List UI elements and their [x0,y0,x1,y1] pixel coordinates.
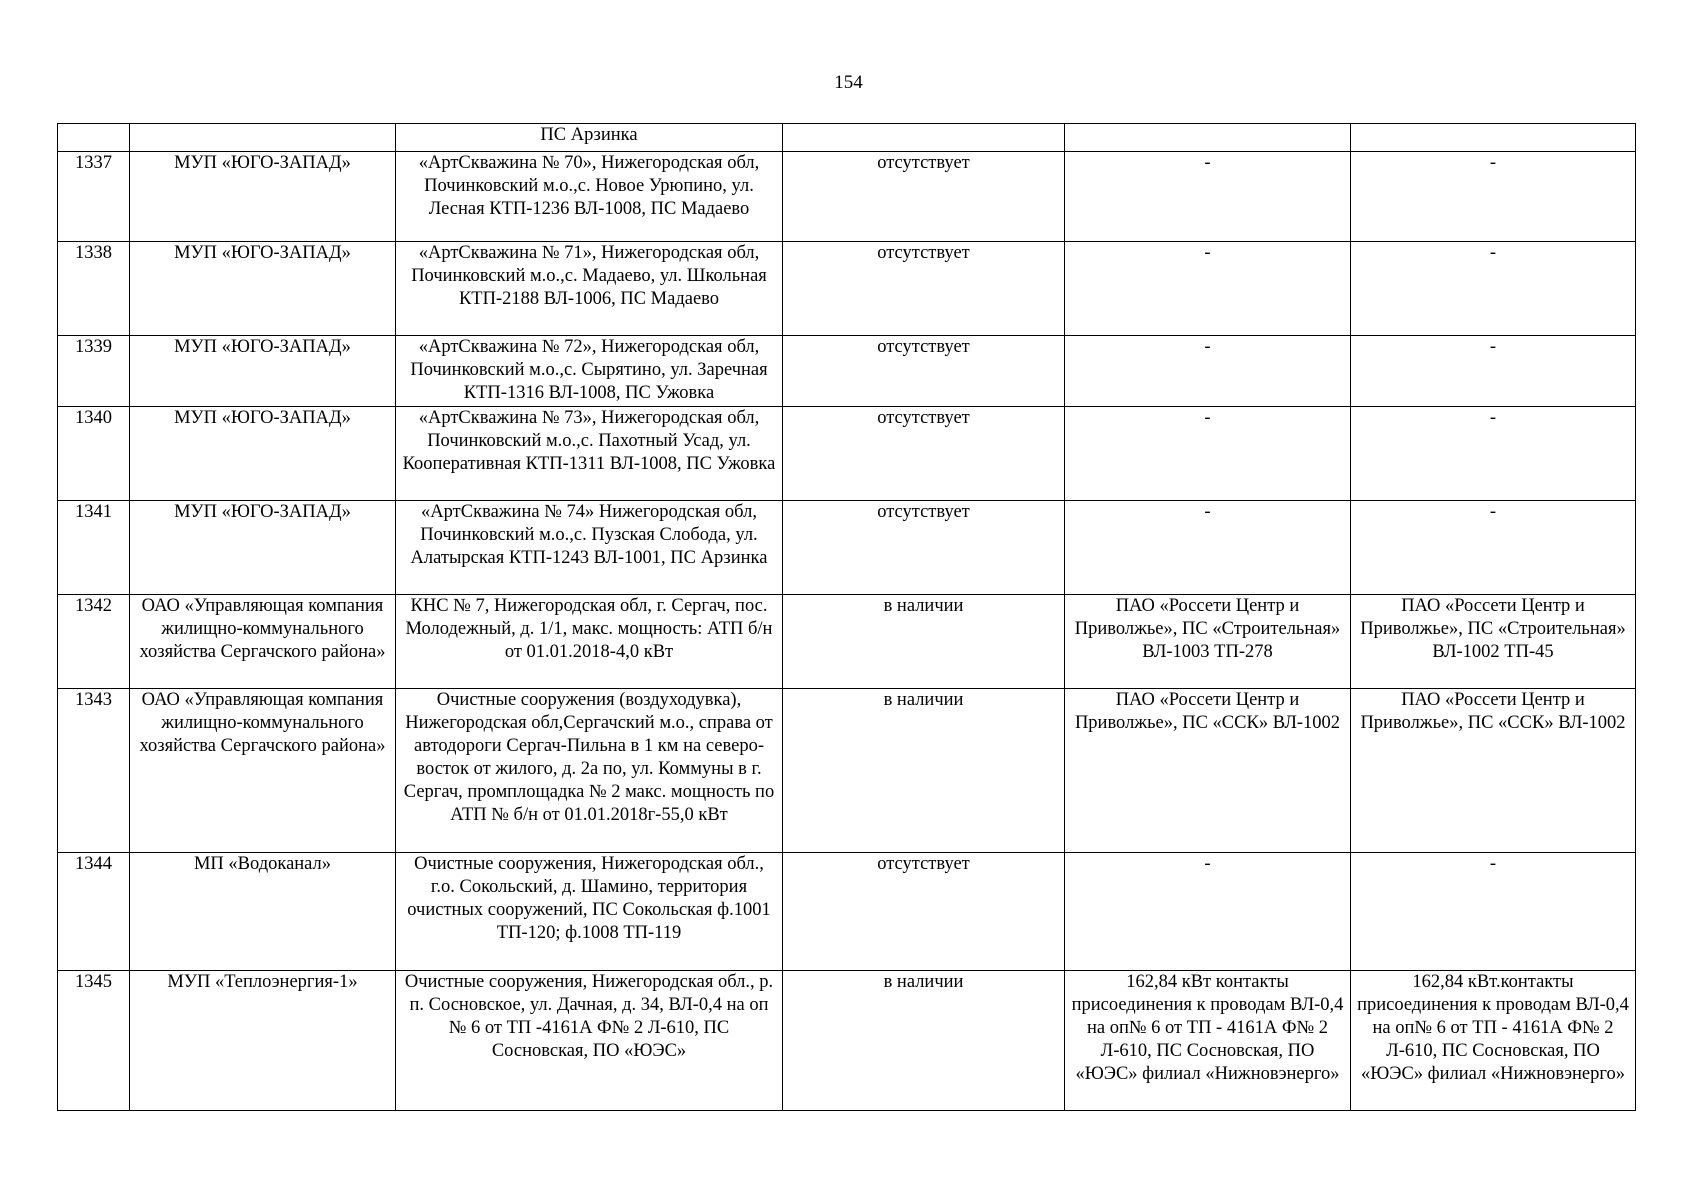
cell-organization [130,124,396,152]
cell-object: «АртСкважина № 73», Нижегородская обл, Починковский м.о.,с. Пахотный Усад, ул. Кооперативная КТП-1311 ВЛ-1008, ПС Ужовка [396,407,783,501]
cell-status: отсутствует [783,853,1065,971]
cell-object: ПС Арзинка [396,124,783,152]
cell-object: «АртСкважина № 70», Нижегородская обл, Починковский м.о.,с. Новое Урюпино, ул. Лесная КТП-1236 ВЛ-1008, ПС Мадаево [396,152,783,242]
cell-source-2: - [1351,336,1636,407]
cell-source-2: - [1351,501,1636,595]
cell-organization: МП «Водоканал» [130,853,396,971]
cell-number: 1342 [58,595,130,689]
cell-organization: МУП «ЮГО-ЗАПАД» [130,501,396,595]
cell-number: 1343 [58,689,130,853]
cell-source-2: - [1351,407,1636,501]
cell-source-1: 162,84 кВт контакты присоединения к проводам ВЛ-0,4 на оп№ 6 от ТП - 4161А Ф№ 2 Л-610, ПС Сосновская, ПО «ЮЭС» филиал «Нижновэнерго» [1065,971,1351,1111]
cell-object: Очистные сооружения (воздуходувка), Нижегородская обл,Сергачский м.о., справа от автодороги Сергач-Пильна в 1 км на северо-восток от жилого, д. 2а по, ул. Коммуны в г. Сергач, промплощадка № 2 макс. мощность по АТП № б/н от 01.01.2018г-55,0 кВт [396,689,783,853]
cell-source-2: 162,84 кВт.контакты присоединения к проводам ВЛ-0,4 на оп№ 6 от ТП - 4161А Ф№ 2 Л-610, ПС Сосновская, ПО «ЮЭС» филиал «Нижновэнерго» [1351,971,1636,1111]
cell-status: отсутствует [783,152,1065,242]
cell-source-2: - [1351,853,1636,971]
cell-status: отсутствует [783,242,1065,336]
table-row [58,853,1636,971]
cell-source-1: - [1065,407,1351,501]
cell-status: в наличии [783,595,1065,689]
table-row [58,407,1636,501]
cell-status [783,124,1065,152]
cell-object: КНС № 7, Нижегородская обл, г. Сергач, пос. Молодежный, д. 1/1, макс. мощность: АТП б/н от 01.01.2018-4,0 кВт [396,595,783,689]
cell-source-1 [1065,124,1351,152]
page-number: 154 [834,72,863,93]
cell-status: отсутствует [783,336,1065,407]
table-row [58,689,1636,853]
cell-organization: МУП «Теплоэнергия-1» [130,971,396,1111]
cell-source-1: - [1065,501,1351,595]
cell-organization: МУП «ЮГО-ЗАПАД» [130,242,396,336]
cell-object: «АртСкважина № 72», Нижегородская обл, Починковский м.о.,с. Сырятино, ул. Заречная КТП-1316 ВЛ-1008, ПС Ужовка [396,336,783,407]
cell-object: «АртСкважина № 71», Нижегородская обл, Починковский м.о.,с. Мадаево, ул. Школьная КТП-2188 ВЛ-1006, ПС Мадаево [396,242,783,336]
cell-organization: ОАО «Управляющая компания жилищно-коммунального хозяйства Сергачского района» [130,689,396,853]
cell-number: 1339 [58,336,130,407]
cell-source-1: - [1065,152,1351,242]
table-row [58,242,1636,336]
cell-number: 1340 [58,407,130,501]
cell-source-1: ПАО «Россети Центр и Приволжье», ПС «Строительная» ВЛ-1003 ТП-278 [1065,595,1351,689]
cell-source-2: - [1351,242,1636,336]
cell-source-1: ПАО «Россети Центр и Приволжье», ПС «ССК» ВЛ-1002 [1065,689,1351,853]
cell-number [58,124,130,152]
cell-source-2: ПАО «Россети Центр и Приволжье», ПС «Строительная» ВЛ-1002 ТП-45 [1351,595,1636,689]
cell-status: в наличии [783,971,1065,1111]
cell-organization: МУП «ЮГО-ЗАПАД» [130,152,396,242]
table-row-continuation [58,124,1636,152]
cell-source-2 [1351,124,1636,152]
cell-status: в наличии [783,689,1065,853]
table-row [58,971,1636,1111]
cell-source-2: ПАО «Россети Центр и Приволжье», ПС «ССК» ВЛ-1002 [1351,689,1636,853]
cell-status: отсутствует [783,501,1065,595]
table-row [58,336,1636,407]
cell-number: 1344 [58,853,130,971]
cell-source-1: - [1065,242,1351,336]
cell-organization: МУП «ЮГО-ЗАПАД» [130,407,396,501]
cell-number: 1345 [58,971,130,1111]
table-row [58,501,1636,595]
cell-object: Очистные сооружения, Нижегородская обл., г.о. Сокольский, д. Шамино, территория очистных сооружений, ПС Сокольская ф.1001 ТП-120; ф.1008 ТП-119 [396,853,783,971]
cell-source-2: - [1351,152,1636,242]
cell-source-1: - [1065,853,1351,971]
data-table [57,123,1636,1111]
table-row [58,152,1636,242]
cell-number: 1337 [58,152,130,242]
cell-object: «АртСкважина № 74» Нижегородская обл, Починковский м.о.,с. Пузская Слобода, ул. Алатырская КТП-1243 ВЛ-1001, ПС Арзинка [396,501,783,595]
cell-number: 1341 [58,501,130,595]
cell-object: Очистные сооружения, Нижегородская обл., р. п. Сосновское, ул. Дачная, д. 34, ВЛ-0,4 на оп № 6 от ТП -4161А Ф№ 2 Л-610, ПС Сосновская, ПО «ЮЭС» [396,971,783,1111]
cell-source-1: - [1065,336,1351,407]
cell-organization: МУП «ЮГО-ЗАПАД» [130,336,396,407]
cell-status: отсутствует [783,407,1065,501]
table-row [58,595,1636,689]
cell-organization: ОАО «Управляющая компания жилищно-коммунального хозяйства Сергачского района» [130,595,396,689]
cell-number: 1338 [58,242,130,336]
